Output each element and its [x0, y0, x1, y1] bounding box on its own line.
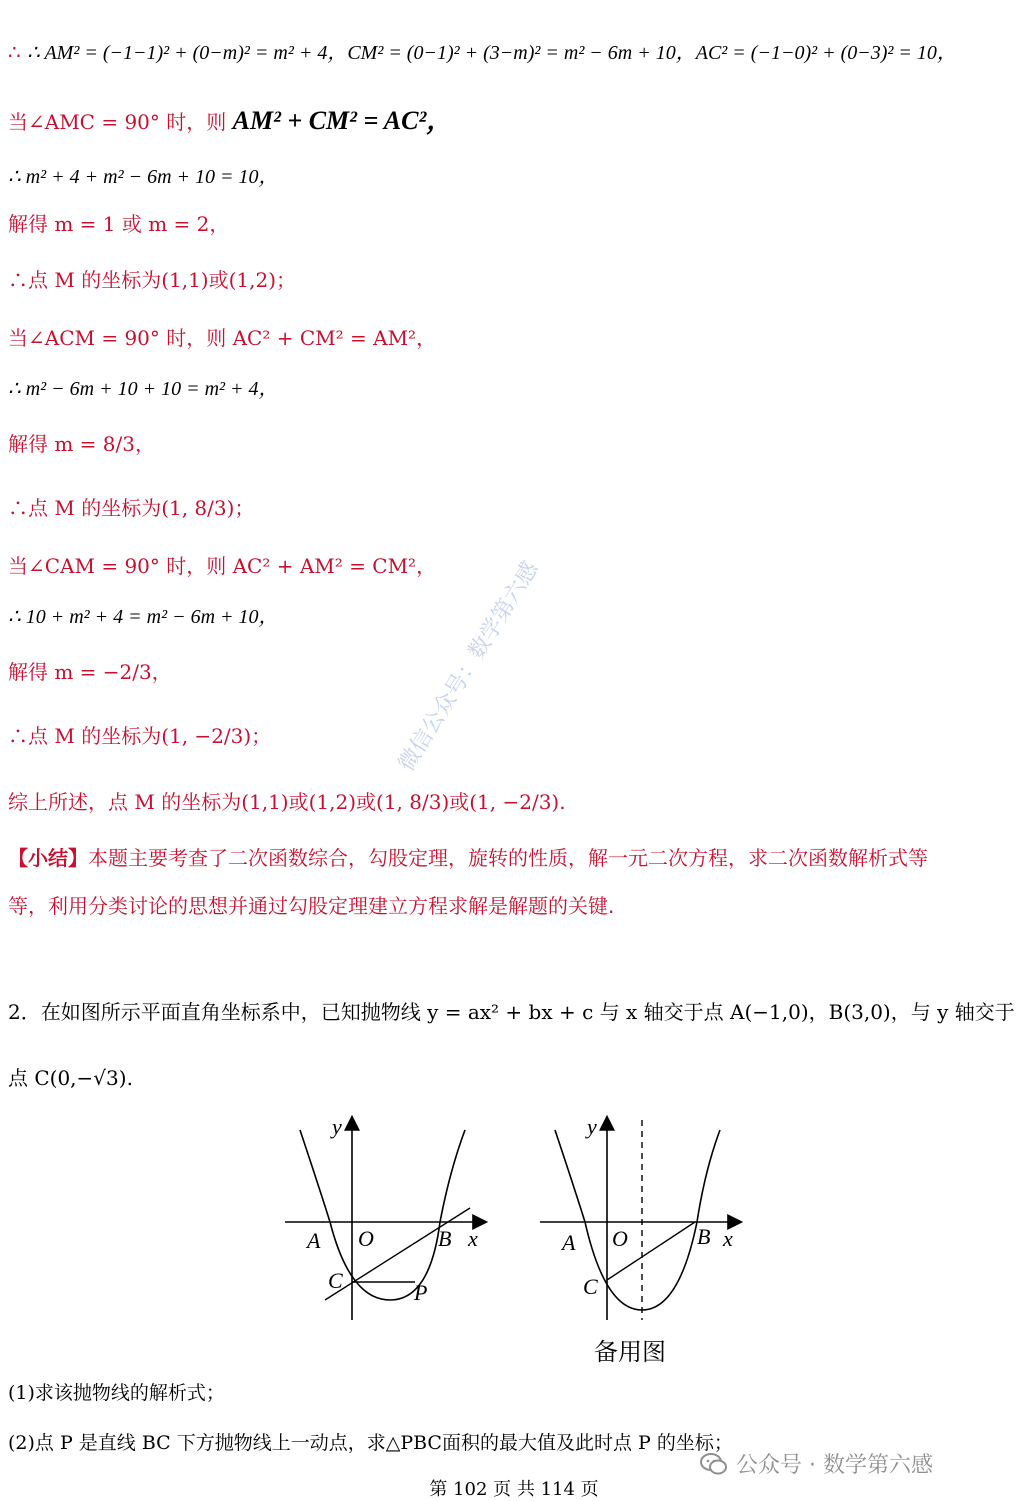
summary-text-1: 本题主要考查了二次函数综合，勾股定理，旋转的性质，解一元二次方程，求二次函数解析式等	[88, 846, 928, 870]
solution-line-5	[8, 264, 296, 293]
solution-line-12	[8, 656, 172, 685]
eq-am-cm-ac: ∴ AM² = (−1−1)² + (0−m)² = m² + 4，CM² = (0−1)² + (3−m)² = m² − 6m + 10，AC² = (−1−0)² + (0−3)² = 10，	[27, 42, 957, 64]
solution-line-4	[8, 208, 229, 237]
question-1-text: (1)求该抛物线的解析式；	[8, 1382, 225, 1404]
coord-line-5: ∴点 M 的坐标为(1,1)或(1,2)；	[8, 268, 297, 292]
solve-line-12: 解得 m = −2/3，	[8, 660, 172, 684]
solution-line-14	[8, 786, 566, 815]
label-b: B	[697, 1224, 711, 1249]
label-c: C	[583, 1274, 598, 1299]
label-a: A	[562, 1230, 576, 1255]
solution-line-3	[8, 160, 279, 189]
label-x: x	[468, 1226, 478, 1251]
label-y: y	[332, 1114, 342, 1139]
solve-line-4: 解得 m = 1 或 m = 2，	[8, 212, 230, 236]
solution-line-8	[8, 428, 155, 457]
problem2-text-2: 点 C(0,−√3).	[8, 1066, 133, 1090]
question-2	[8, 1428, 733, 1455]
eq-line-7: ∴ m² − 6m + 10 + 10 = m² + 4，	[8, 378, 279, 400]
label-o: O	[612, 1226, 628, 1251]
solution-line-9	[8, 492, 254, 521]
parabola-curve	[555, 1130, 720, 1310]
solution-line-11	[8, 600, 279, 629]
summary-line-2	[8, 890, 614, 919]
eq-line-11: ∴ 10 + m² + 4 = m² − 6m + 10，	[8, 606, 279, 628]
solution-line-7	[8, 372, 279, 401]
case-acm-text: 当∠ACM = 90° 时，则 AC² + CM² = AM²，	[8, 326, 437, 350]
problem2-line-2	[8, 1062, 133, 1091]
solve-line-8: 解得 m = 8/3，	[8, 432, 155, 456]
case-cam-text: 当∠CAM = 90° 时，则 AC² + AM² = CM²，	[8, 554, 437, 578]
summary-line-1	[8, 842, 928, 871]
backup-figure-caption: 备用图	[594, 1338, 666, 1366]
eq-line-3: ∴ m² + 4 + m² − 6m + 10 = 10，	[8, 166, 279, 188]
solution-line-1: ∴ ∴ AM² = (−1−1)² + (0−m)² = m² + 4，CM² = (0−1)² + (3−m)² = m² − 6m + 10，AC² = (−1−0)² + (0−3)² = 10，	[8, 40, 957, 64]
solution-line-6	[8, 322, 436, 351]
solution-line-13	[8, 720, 271, 749]
wechat-icon	[700, 1452, 728, 1476]
wechat-badge-text: 公众号 · 数学第六感	[736, 1453, 933, 1478]
solution-line-10	[8, 550, 436, 579]
label-o: O	[358, 1226, 374, 1251]
page-number: 第 102 页 共 114 页	[429, 1479, 599, 1500]
summary-tag: 【小结】	[8, 846, 88, 870]
label-c: C	[328, 1268, 343, 1293]
problem2-line-1	[8, 996, 1015, 1025]
problem2-text-1: 2．在如图所示平面直角坐标系中，已知抛物线 y = ax² + bx + c 与 x 轴交于点 A(−1,0)，B(3,0)，与 y 轴交于	[8, 1000, 1015, 1024]
case-amc-text: 当∠AMC = 90° 时，则	[8, 110, 227, 134]
parabola-figure-main	[280, 1110, 500, 1330]
coord-line-13: ∴点 M 的坐标为(1, −2/3)；	[8, 724, 272, 748]
parabola-figure-backup	[535, 1110, 755, 1330]
conclusion-line: 综上所述，点 M 的坐标为(1,1)或(1,2)或(1, 8/3)或(1, −2/3).	[8, 790, 566, 814]
summary-text-2: 等，利用分类讨论的思想并通过勾股定理建立方程求解是解题的关键.	[8, 894, 615, 918]
label-x: x	[723, 1226, 733, 1251]
watermark-text: 微信公众号：数学第六感	[394, 557, 544, 776]
solution-line-2	[8, 100, 452, 137]
question-2-text: (2)点 P 是直线 BC 下方抛物线上一动点，求△PBC面积的最大值及此时点 P 的坐标；	[8, 1432, 733, 1454]
question-1	[8, 1378, 225, 1405]
coord-line-9: ∴点 M 的坐标为(1, 8/3)；	[8, 496, 255, 520]
label-a: A	[307, 1228, 321, 1253]
parabola-curve	[300, 1130, 465, 1300]
label-b: B	[438, 1226, 452, 1251]
pythag-eq-amc: AM² + CM² = AC²，	[232, 106, 453, 135]
label-p: P	[414, 1280, 428, 1305]
label-y: y	[587, 1114, 597, 1139]
